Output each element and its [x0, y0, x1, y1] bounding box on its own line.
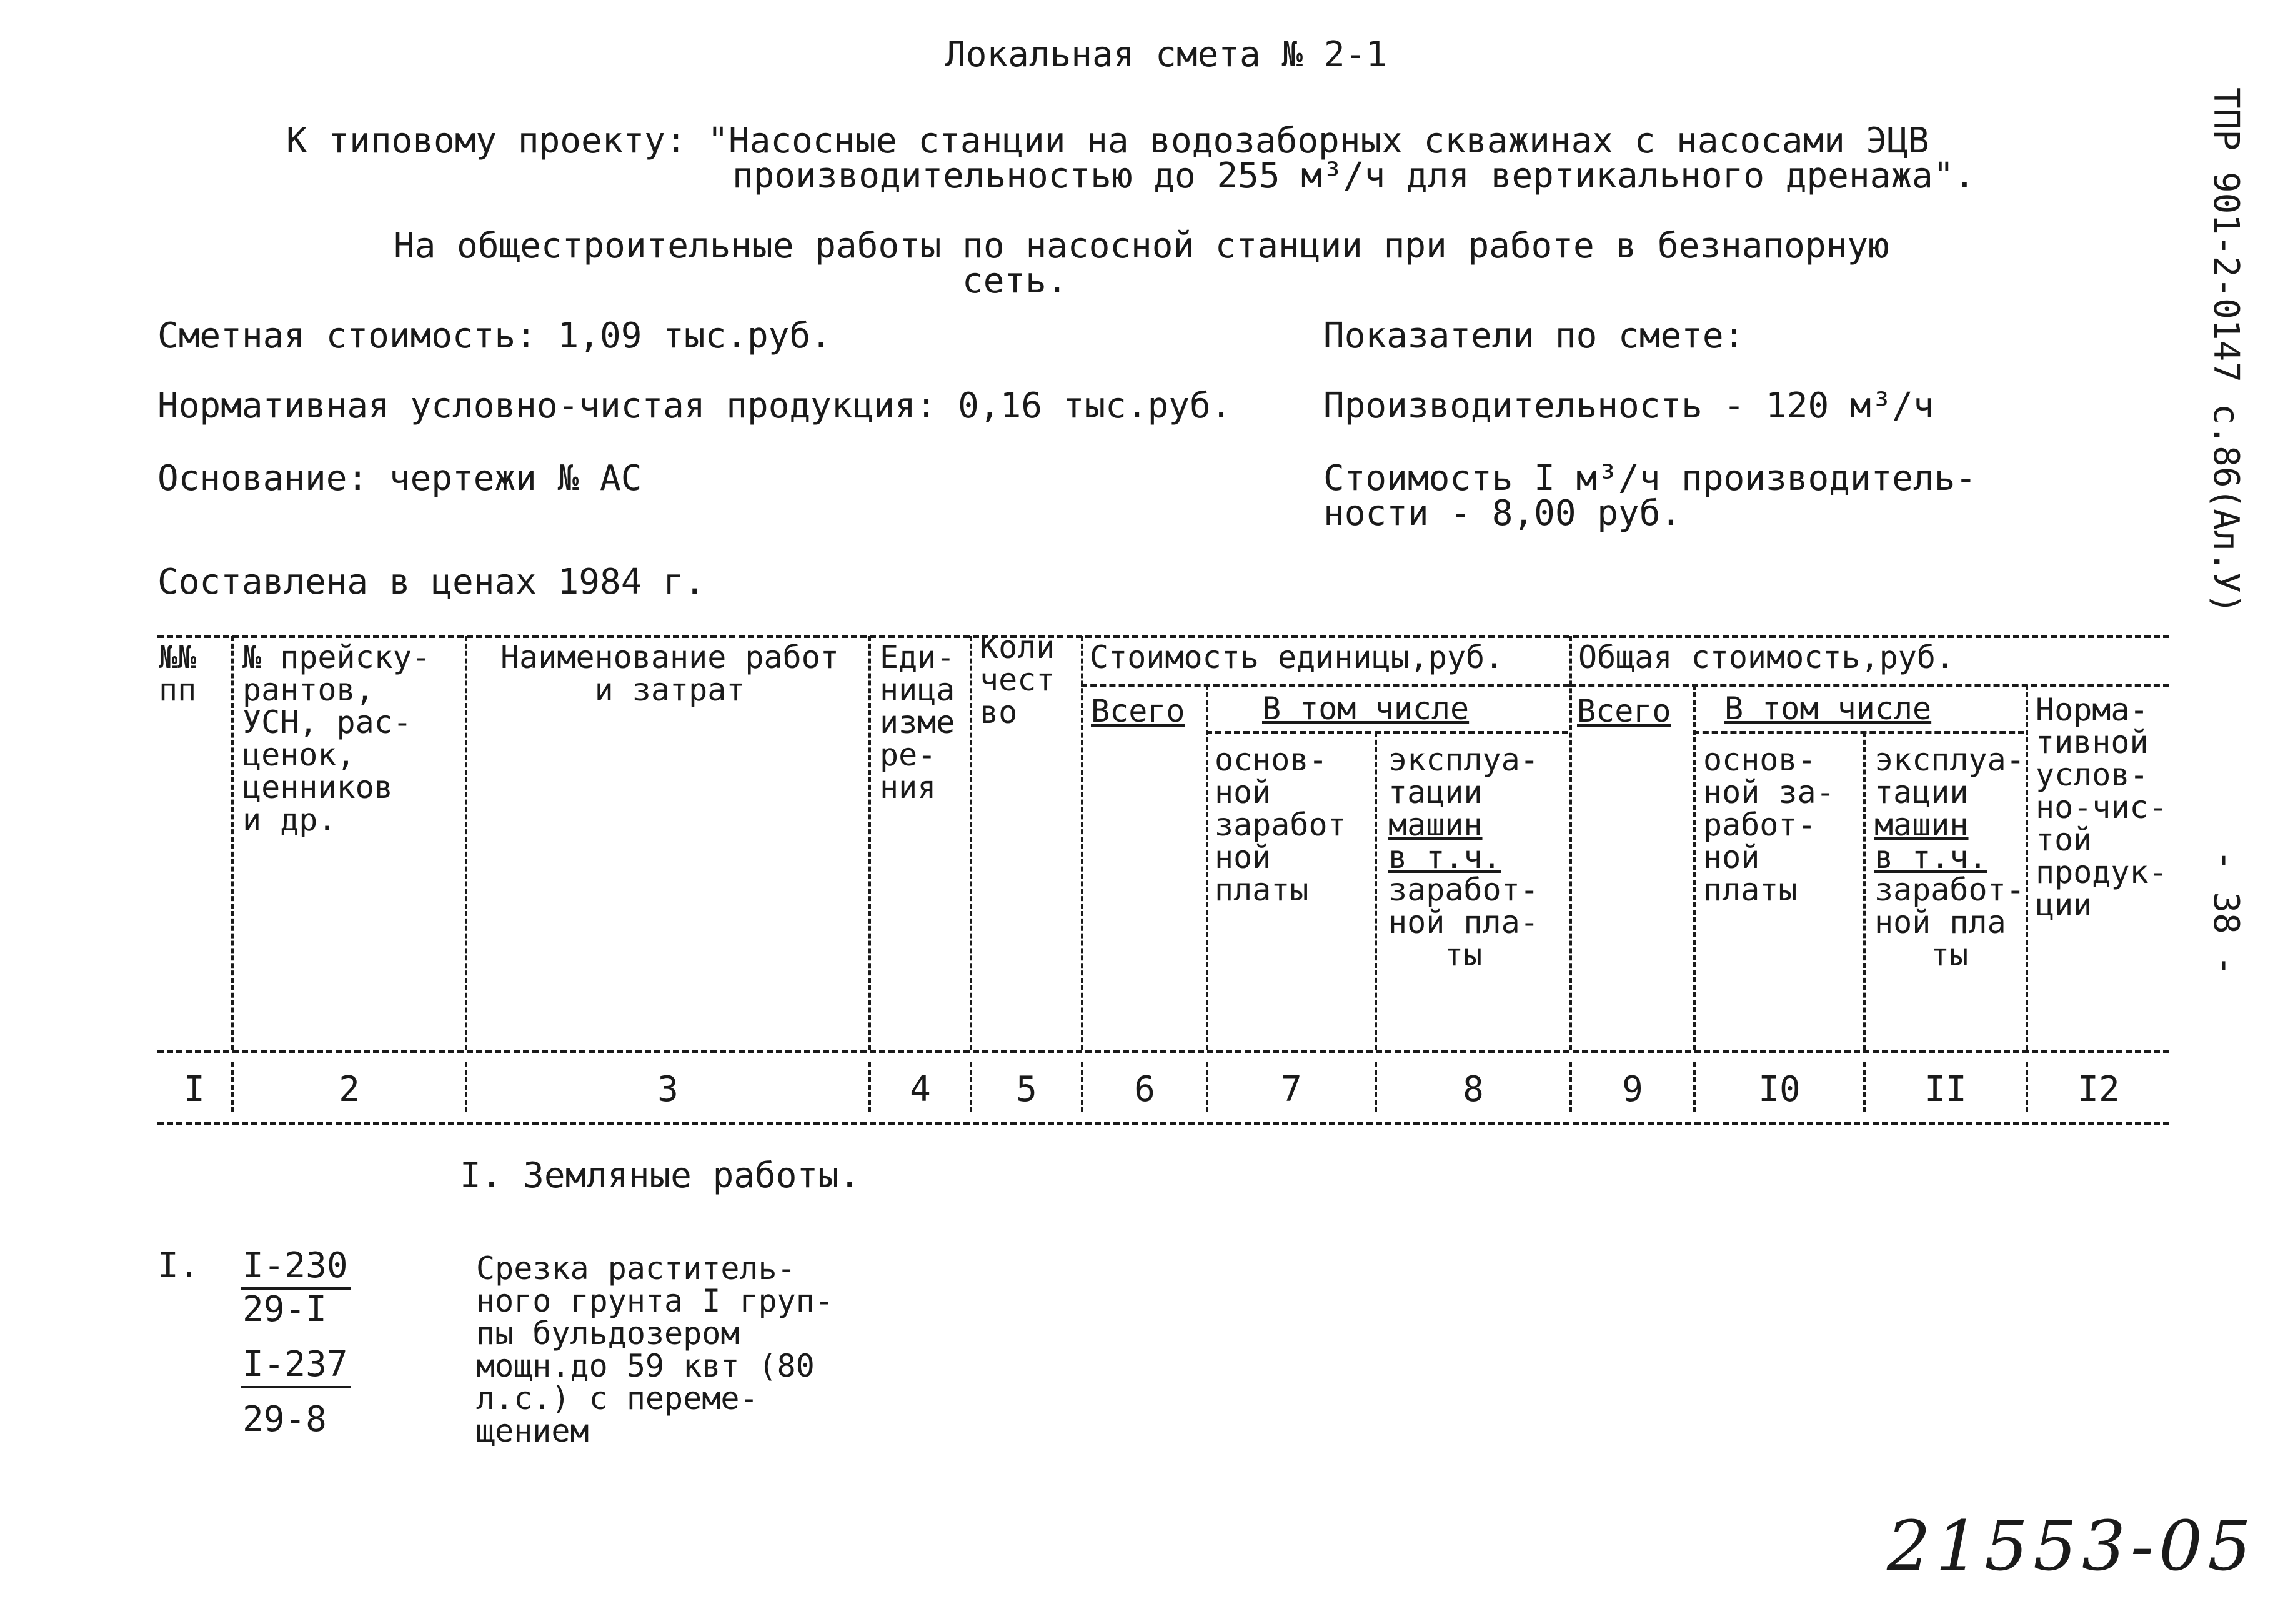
header-bottom-border [157, 1050, 2169, 1053]
col-number-12: I2 [2077, 1069, 2120, 1110]
col-number-9: 9 [1622, 1069, 1643, 1110]
header-col-3: Наименование работ и затрат [500, 639, 839, 708]
col-number-10: I0 [1758, 1069, 1801, 1110]
project-line-2: производительностью до 255 м³/ч для вертикального дренажа". [732, 156, 1976, 196]
col-number-7: 7 [1281, 1069, 1302, 1110]
col-divider [465, 636, 467, 1050]
col-number-4: 4 [910, 1069, 931, 1110]
col-number-11: II [1924, 1069, 1967, 1110]
indicators-header: Показатели по смете: [1323, 316, 1745, 356]
scope-line-1: На общестроительные работы по насосной станции при работе в безнапорную [394, 226, 1889, 266]
col-number-6: 6 [1134, 1069, 1155, 1110]
col-divider [1375, 732, 1377, 1050]
numbers-bottom-border [157, 1122, 2169, 1125]
header-col-2: № прейску- рантов, УСН, рас- ценок, ценников и др. [242, 639, 431, 838]
col-divider [231, 636, 234, 1050]
row-description: Срезка раститель- ного грунта I груп- пы бульдозером мощн.до 59 квт (80 л.с.) с переме- щением [476, 1250, 833, 1449]
unit-cost-subheader-line [1081, 684, 1569, 687]
header-unit-including: В том числе [1262, 690, 1470, 727]
basis: Основание: чертежи № АС [157, 458, 642, 499]
col-number-8: 8 [1463, 1069, 1484, 1110]
col-divider [1569, 636, 1572, 1050]
archive-stamp-number: 21553-05 [1887, 1506, 2257, 1586]
productivity: Производительность - 120 м³/ч [1323, 386, 1934, 426]
header-unit-cost-group: Стоимость единицы,руб. [1090, 639, 1504, 675]
header-col-5: Коли чест во [980, 629, 1055, 730]
table-top-border [157, 635, 2169, 638]
normative-product: Нормативная условно-чистая продукция: 0,16 тыс.руб. [157, 386, 1232, 426]
page-number: - 38 - [2206, 850, 2246, 977]
row-number: I. [157, 1245, 200, 1286]
header-col-8: эксплуа- тации машин в т.ч. заработ- ной пла- ты [1388, 742, 1539, 973]
price-basis: Составлена в ценах 1984 г. [157, 562, 705, 602]
col-number-3: 3 [657, 1069, 679, 1110]
unit-cost-line-1: Стоимость I м³/ч производитель- [1323, 458, 1977, 499]
col-divider [2026, 685, 2028, 1050]
col-divider [868, 636, 871, 1050]
code-fraction-line [241, 1386, 351, 1388]
row-code: I-230 [242, 1245, 348, 1286]
header-col-7: основ- ной заработ ной платы [1215, 742, 1346, 908]
header-col-4: Еди- ница изме ре- ния [880, 639, 955, 805]
scope-line-2: сеть. [962, 261, 1068, 301]
header-col-1: №№ пп [159, 639, 197, 708]
document-title: Локальная смета № 2-1 [945, 34, 1388, 75]
including-line-right [1693, 731, 2024, 734]
col-divider [1206, 685, 1208, 1050]
col-number-5: 5 [1016, 1069, 1037, 1110]
col-divider [1863, 732, 1866, 1050]
header-col-9-total: Всего [1577, 693, 1671, 729]
col-divider [970, 636, 972, 1050]
header-col-6-total: Всего [1091, 693, 1185, 729]
col-divider [1081, 636, 1083, 1050]
total-cost-subheader-line [1569, 684, 2169, 687]
project-line-1: К типовому проекту: "Насосные станции на водозаборных скважинах с насосами ЭЦВ [286, 121, 1929, 161]
section-title: I. Земляные работы. [460, 1155, 860, 1196]
col-number-1: I [184, 1069, 205, 1110]
unit-cost-line-2: ности - 8,00 руб. [1323, 493, 1682, 534]
col-divider [1693, 685, 1696, 1050]
header-col-12: Норма- тивной услов- но-чис- той продук- ции [2036, 692, 2167, 923]
header-col-10: основ- ной за- работ- ной платы [1703, 742, 1835, 908]
header-col-11: эксплуа- тации машин в т.ч. заработ- ной пла ты [1874, 742, 2025, 973]
including-line-left [1206, 731, 1568, 734]
row-code: I-237 [242, 1344, 348, 1385]
side-document-code: ТПР 901-2-0147 с.86(Ал.У) [2206, 87, 2246, 614]
row-code: 29-I [242, 1289, 327, 1330]
estimated-cost: Сметная стоимость: 1,09 тыс.руб. [157, 316, 832, 356]
row-code: 29-8 [242, 1399, 327, 1440]
header-total-cost-group: Общая стоимость,руб. [1578, 639, 1955, 675]
header-total-including: В том числе [1724, 690, 1932, 727]
col-number-2: 2 [339, 1069, 360, 1110]
